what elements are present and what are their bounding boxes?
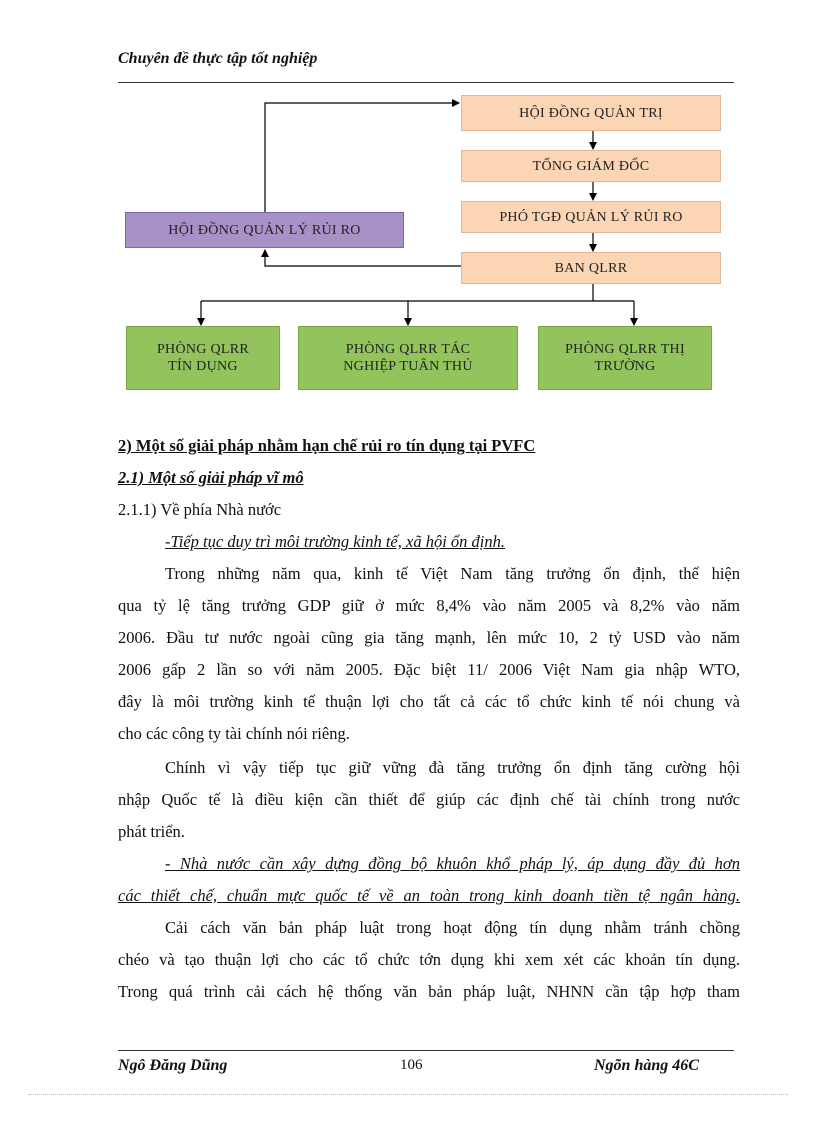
section-2-1-heading: 2.1) Một số giải pháp vĩ mô [118,468,304,487]
paragraph-line: - Nhà nước cần xây dựng đồng bộ khuôn khổ pháp lý, áp dụng đầy đủ hơn [165,854,740,873]
paragraph-1-title: -Tiếp tục duy trì môi trường kinh tế, xã hội ổn định. [165,532,505,551]
deputy-ceo-risk-box: PHÓ TGĐ QUẢN LÝ RỦI RO [461,201,721,233]
footer-class: Ngõn hàng 46C [594,1057,699,1074]
dept-operational-risk-box: PHÒNG QLRR TÁC NGHIỆP TUÂN THỦ [298,326,518,390]
section-2-heading: 2) Một số giải pháp nhằm hạn chế rủi ro tín dụng tại PVFC [118,436,536,455]
paragraph-line: cho các công ty tài chính nói riêng. [118,724,350,743]
paragraph-line: phát triển. [118,822,185,841]
paragraph-line: Trong quá trình cải cách hệ thống văn bản pháp luật, NHNN cần tập hợp tham [118,982,740,1001]
dept-credit-risk-box: PHÒNG QLRR TÍN DỤNG [126,326,280,390]
paragraph-line: 2006. Đầu tư nước ngoài cũng gia tăng mạnh, lên mức 10, 2 tỷ USD vào năm [118,628,740,647]
paragraph-line: nhập Quốc tế là điều kiện cần thiết để giúp các định chế tài chính trong nước [118,790,740,809]
paragraph-line: Chính vì vậy tiếp tục giữ vững đà tăng trưởng ổn định tăng cường hội [165,758,740,777]
paragraph-line: 2006 gấp 2 lần so với năm 2005. Đặc biệt 11/ 2006 Việt Nam gia nhập WTO, [118,660,740,679]
footer-rule [118,1050,734,1051]
paragraph-line: qua tỷ lệ tăng trưởng GDP giữ ở mức 8,4% vào năm 2005 và 8,2% vào năm [118,596,740,615]
page-bottom-dotted-line [28,1094,788,1095]
running-header: Chuyên đề thực tập tốt nghiệp [118,50,318,67]
paragraph-line: đây là môi trường kinh tế thuận lợi cho tất cả các tổ chức kinh tế nói chung và [118,692,740,711]
page-number: 106 [400,1057,423,1073]
paragraph-line: Trong những năm qua, kinh tế Việt Nam tăng trưởng ổn định, thể hiện [165,564,740,583]
section-2-1-1-heading: 2.1.1) Về phía Nhà nước [118,500,282,519]
paragraph-line: các thiết chế, chuẩn mực quốc tế về an toàn trong kinh doanh tiền tệ ngân hàng. [118,886,740,905]
footer-author: Ngô Đăng Dũng [118,1057,228,1074]
board-of-directors-box: HỘI ĐỒNG QUẢN TRỊ [461,95,721,131]
risk-board-box: BAN QLRR [461,252,721,284]
paragraph-line: chéo và tạo thuận lợi cho các tổ chức tớn dụng khi xem xét các khoản tín dụng. [118,950,740,969]
ceo-box: TỔNG GIÁM ĐỐC [461,150,721,182]
risk-council-box: HỘI ĐỒNG QUẢN LÝ RỦI RO [125,212,404,248]
dept-market-risk-box: PHÒNG QLRR THỊ TRƯỜNG [538,326,712,390]
paragraph-line: Cải cách văn bản pháp luật trong hoạt động tín dụng nhằm tránh chồng [165,918,740,937]
